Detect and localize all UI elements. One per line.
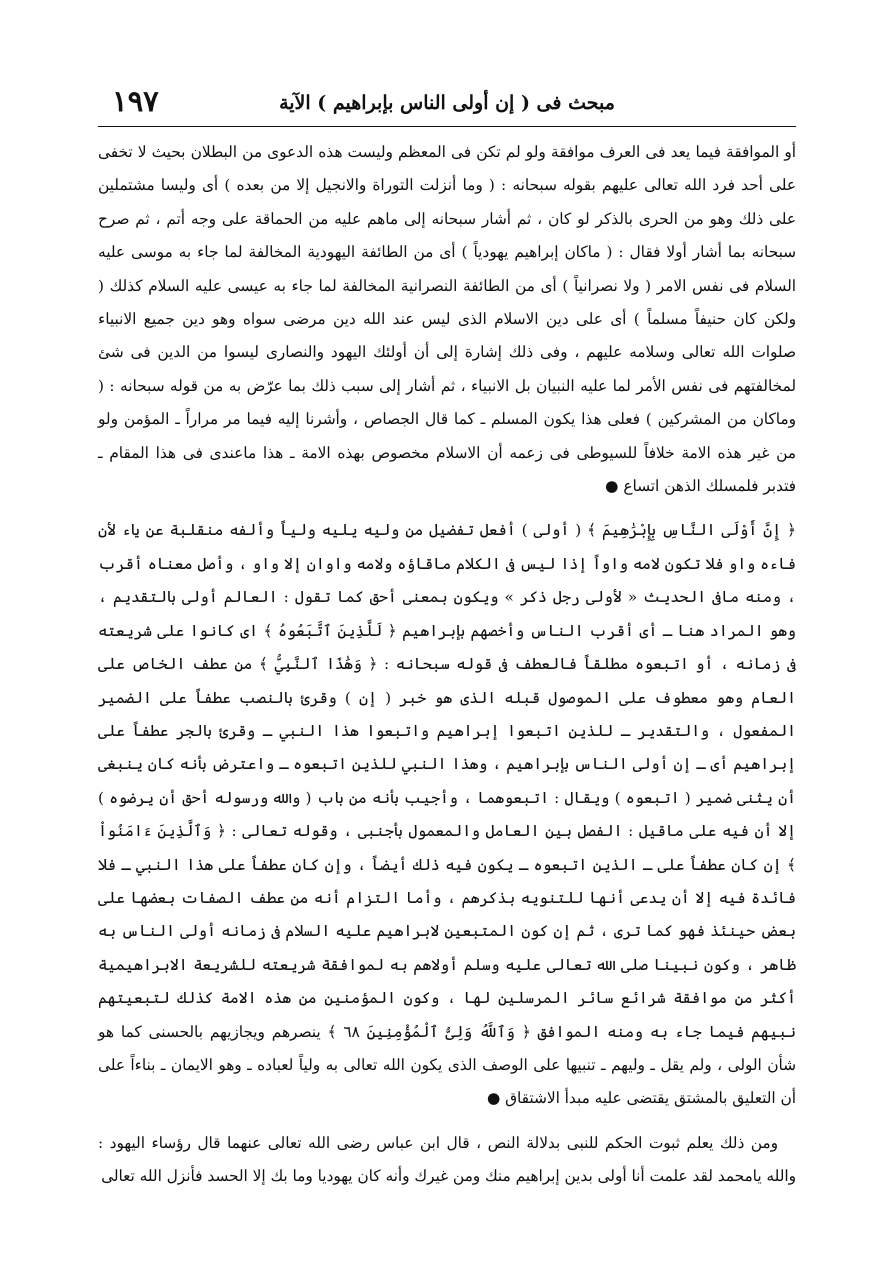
header-rule — [98, 126, 796, 127]
page-header — [98, 80, 796, 124]
paragraph-2: ﴿ إِنَّ أَوْلَى النَّاسِ بِإِبْرَٰهِيمَ ﴾ ( أولى ) أفعل تفضيل من وليه يليه ولياً وألفه منقلبة عن ياء لأن فاءه واو فلا تكون لامه واواً إذا ليس فى الكلام ماقاؤه ولامه واوان إلا واو ، وأصل معناه أقرب ، ومنه مافى الحديث « لأولى رجل ذكر » ويكون بمعنى أحق كما تقول : العالم أولى بالتقديم ، وهو المراد هنا ـ أى أقرب الناس وأخصهم بإبراهيم ﴿ لَلَّذِينَ ٱتَّبَعُوهُ ﴾ اى كانوا على شريعته فى زمانه ، أو اتبعوه مطلقاً فالعطف فى قوله سبحانه : ﴿ وَهَٰذَا ٱلنَّبِيُّ ﴾ من عطف الخاص على العام وهو معطوف على الموصول قبله الذى هو خبر ( إن ) وقرئ بالنصب عطفاً على الضمير المفعول ، والتقدير ـ للذين اتبعوا إبراهيم واتبعوا هذا النبي ـ وقرئ بالجر عطفاً على إبراهيم أى ـ إن أولى الناس بإبراهيم ، وهذا النبي للذين اتبعوه ـ واعترض بأنه كان ينبغى أن يثنى ضمير ( اتبعوه ) ويقال : اتبعوهما ، وأجيب بأنه من باب ( والله ورسوله أحق أن يرضوه ) إلا أن فيه على ماقيل : الفصل بين العامل والمعمول بأجنبى ، وقوله تعالى : ﴿ وَٱلَّذِينَ ءَامَنُواْ ﴾ إن كان عطفاً على ـ الذين اتبعوه ـ يكون فيه ذلك أيضاً ، وإن كان عطفاً على هذا النبي ـ فلا فائدة فيه إلا أن يدعى أنها للتنويه بذكرهم ، وأما التزام أنه من عطف الصفات بعضها على بعض حينئذ فهو كما ترى ، ثم إن كون المتبعين لابراهيم عليه السلام فى زمانه أولى الناس به ظاهر ، وكون نبينا صلى الله تعالى عليه وسلم أولاهم به لموافقة شريعته للشريعة الابراهيمية أكثر من موافقة شرائع سائر المرسلين لها ، وكون المؤمنين من هذه الامة كذلك لتبعيتهم نبيهم فيما جاء به ومنه الموافق ﴿ وَٱللَّهُ وَلِىُّ ٱلْمُؤْمِنِينَ ٦٨ ﴾ ينصرهم ويجازيهم بالحسنى كما هو شأن الولى ، ولم يقل ـ وليهم ـ تنبيها على الوصف الذى يكون الله تعالى به ولياً لعباده ـ وهو الايمان ـ بناءاً على أن التعليق بالمشتق يقتضى عليه مبدأ الاشتقاق ● — [98, 521, 797, 1108]
paragraph-1: أو الموافقة فيما يعد فى العرف موافقة ولو لم تكن فى المعظم وليست هذه الدعوى من البطلان بحيث لا تخفى على أحد فرد الله تعالى عليهم بقوله سبحانه : ( وما أنزلت التوراة والانجيل إلا من بعده ) أى وليسا مشتملين على ذلك وهو من الحرى بالذكر لو كان ، ثم أشار سبحانه إلى ماهم عليه من الحماقة على وجه أتم ، ثم صرح سبحانه بما أشار أولا فقال : ( ماكان إبراهيم يهودياً ) أى من الطائفة اليهودية المخالفة لما جاء به موسى عليه السلام فى نفس الامر ( ولا نصرانياً ) أى من الطائفة النصرانية المخالفة لما جاء به عيسى عليه السلام كذلك ( ولكن كان حنيفاً مسلماً ) أى على دين الاسلام الذى ليس عند الله دين مرضى سواه وهو دين جميع الانبياء صلوات الله تعالى وسلامه عليهم ، وفى ذلك إشارة إلى أن أولئك اليهود والنصارى ليسوا من الدين فى شئ لمخالفتهم فى نفس الأمر لما عليه النبيان بل الانبياء ، ثم أشار إلى سبب ذلك بما عرّض به من قوله سبحانه : ( وماكان من المشركين ) فعلى هذا يكون المسلم ـ كما قال الجصاص ، وأشرنا إليه فيما مر مراراً ـ المؤمن ولو من غير هذه الامة خلافاً للسيوطى فى زعمه أن الاسلام مخصوص بهذه الامة ـ هذا ماعندى فى هذا المقام ـ فتدبر فلمسلك الذهن اتساع ● — [98, 143, 796, 496]
paragraph-3: ومن ذلك يعلم ثبوت الحكم للنبى بدلالة النص ، قال ابن عباس رضى الله تعالى عنهما قال رؤساء اليهود : والله يامحمد لقد علمت أنا أولى بدين إبراهيم منك ومن غيرك وأنه كان يهوديا وما بك إلا الحسد فأنزل الله تعالى — [98, 1133, 796, 1186]
page-body — [98, 136, 796, 1194]
page-number: ١٩٧ — [112, 84, 159, 118]
running-title: مبحث فى ( إن أولى الناس بإبراهيم ) الآية — [279, 92, 615, 114]
